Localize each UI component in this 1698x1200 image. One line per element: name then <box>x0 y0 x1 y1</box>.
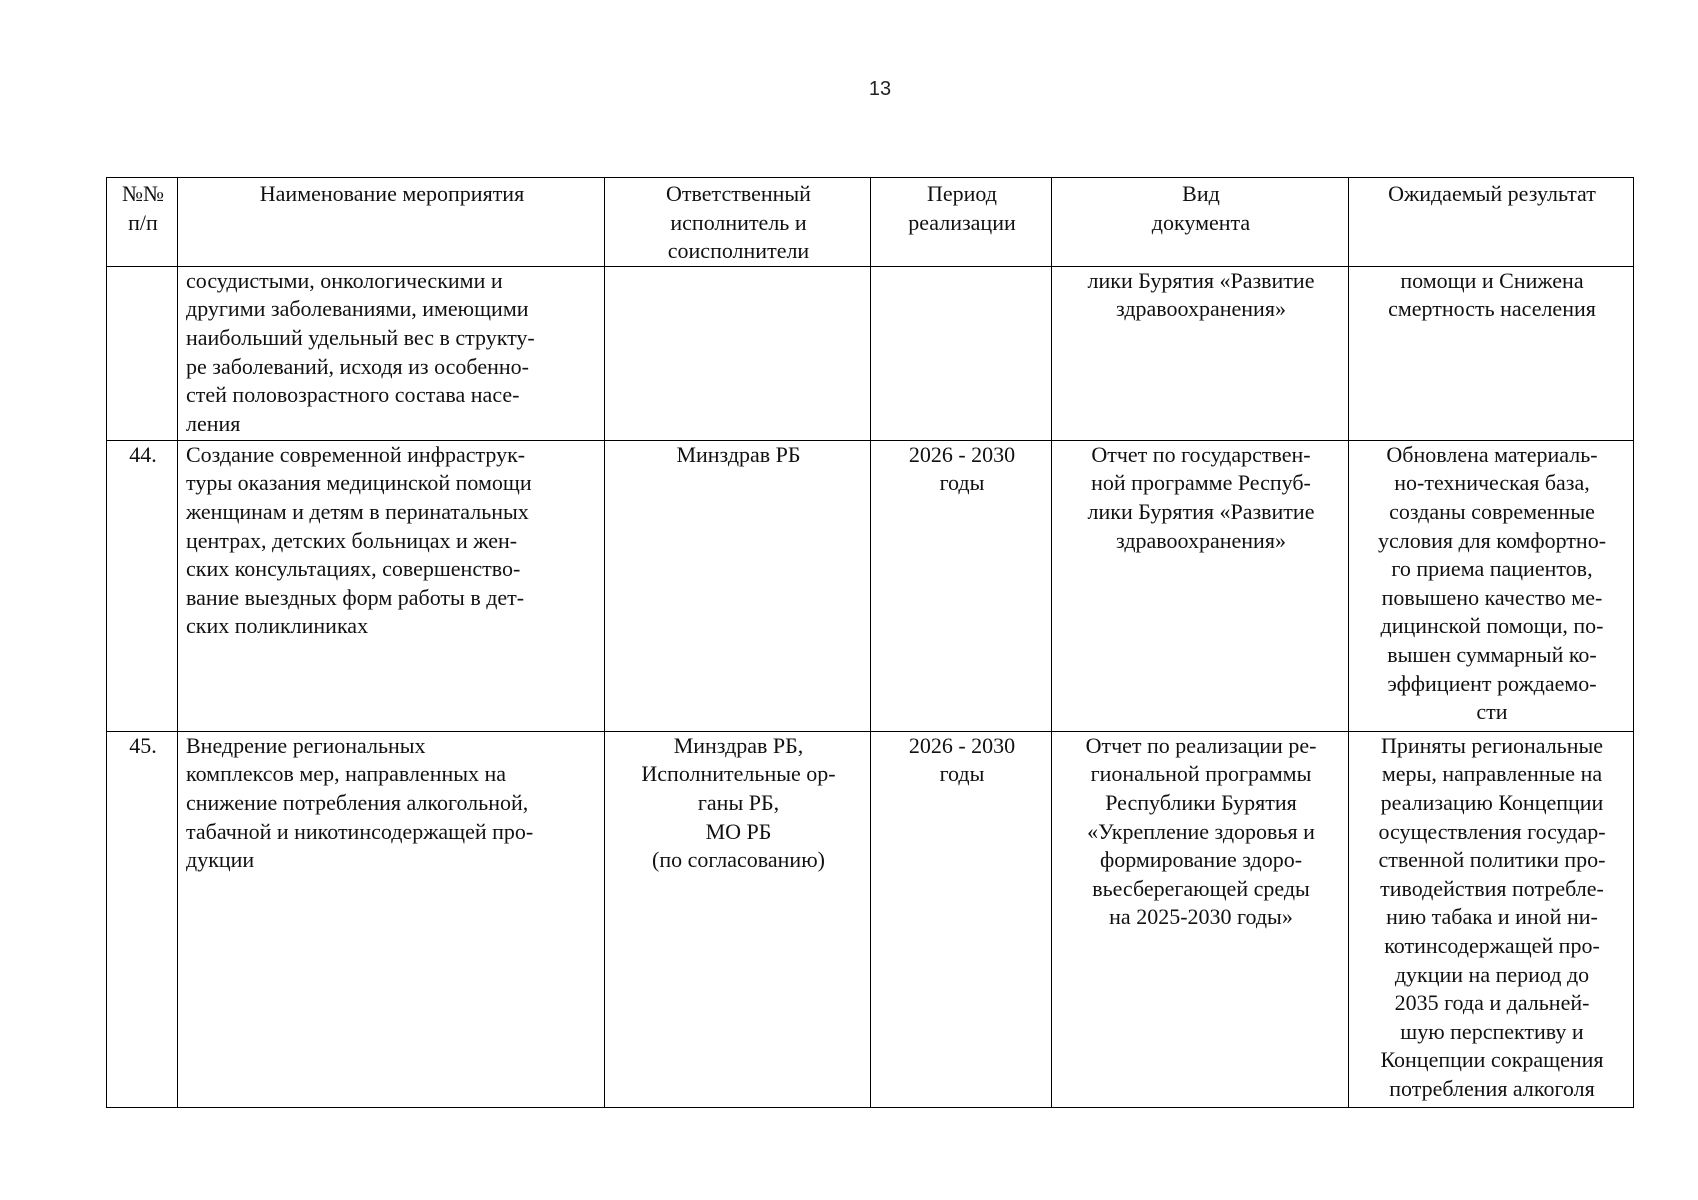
header-period: Период реализации <box>871 178 1052 267</box>
header-expected-result: Ожидаемый результат <box>1349 178 1634 267</box>
row-responsible: Минздрав РБ <box>605 440 871 731</box>
page-number: 13 <box>868 78 892 100</box>
row-document-type: Отчет по реализации ре- гиональной программы Республики Бурятия «Укрепление здоровья и формирование здоро- вьесберегающей среды на 2025-2030 годы» <box>1052 731 1349 1107</box>
row-measure-name: Создание современной инфраструк- туры оказания медицинской помощи женщинам и детям в перинатальных центрах, детских больницах и жен- ских консультациях, совершенство- вание выездных форм работы в дет- ских поликлиниках <box>178 440 605 731</box>
header-responsible: Ответственный исполнитель и соисполнители <box>605 178 871 267</box>
row-measure-name: сосудистыми, онкологическими и другими заболеваниями, имеющими наибольший удельный вес в структу- ре заболеваний, исходя из особенно- стей половозрастного состава насе- ления <box>178 266 605 440</box>
table-row <box>107 440 1634 731</box>
row-document-type: лики Бурятия «Развитие здравоохранения» <box>1052 266 1349 440</box>
table-row <box>107 731 1634 1107</box>
row-expected-result: Приняты региональные меры, направленные на реализацию Концепции осуществления государ- ственной политики про- тиводействия потребле- нию табака и иной ни- котинсодержащей про- дукции на период до 2035 года и дальней- шую перспективу и Концепции сокращения потребления алкоголя <box>1349 731 1634 1107</box>
row-responsible <box>605 266 871 440</box>
row-period: 2026 - 2030 годы <box>871 731 1052 1107</box>
header-number: №№ п/п <box>107 178 178 267</box>
header-measure-name: Наименование мероприятия <box>178 178 605 267</box>
row-responsible: Минздрав РБ, Исполнительные ор- ганы РБ, МО РБ (по согласованию) <box>605 731 871 1107</box>
row-measure-name: Внедрение региональных комплексов мер, направленных на снижение потребления алкогольной, табачной и никотинсодержащей про- дукции <box>178 731 605 1107</box>
table-header-row <box>107 178 1634 267</box>
measures-table <box>106 177 1634 1108</box>
row-period <box>871 266 1052 440</box>
row-number <box>107 266 178 440</box>
table-row <box>107 266 1634 440</box>
row-expected-result: помощи и Снижена смертность населения <box>1349 266 1634 440</box>
row-expected-result: Обновлена материаль- но-техническая база, созданы современные условия для комфортно- го приема пациентов, повышено качество ме- дицинской помощи, по- вышен суммарный ко- эффициент рождаемо- сти <box>1349 440 1634 731</box>
row-period: 2026 - 2030 годы <box>871 440 1052 731</box>
row-number: 44. <box>107 440 178 731</box>
header-document-type: Вид документа <box>1052 178 1349 267</box>
row-document-type: Отчет по государствен- ной программе Респуб- лики Бурятия «Развитие здравоохранения» <box>1052 440 1349 731</box>
row-number: 45. <box>107 731 178 1107</box>
